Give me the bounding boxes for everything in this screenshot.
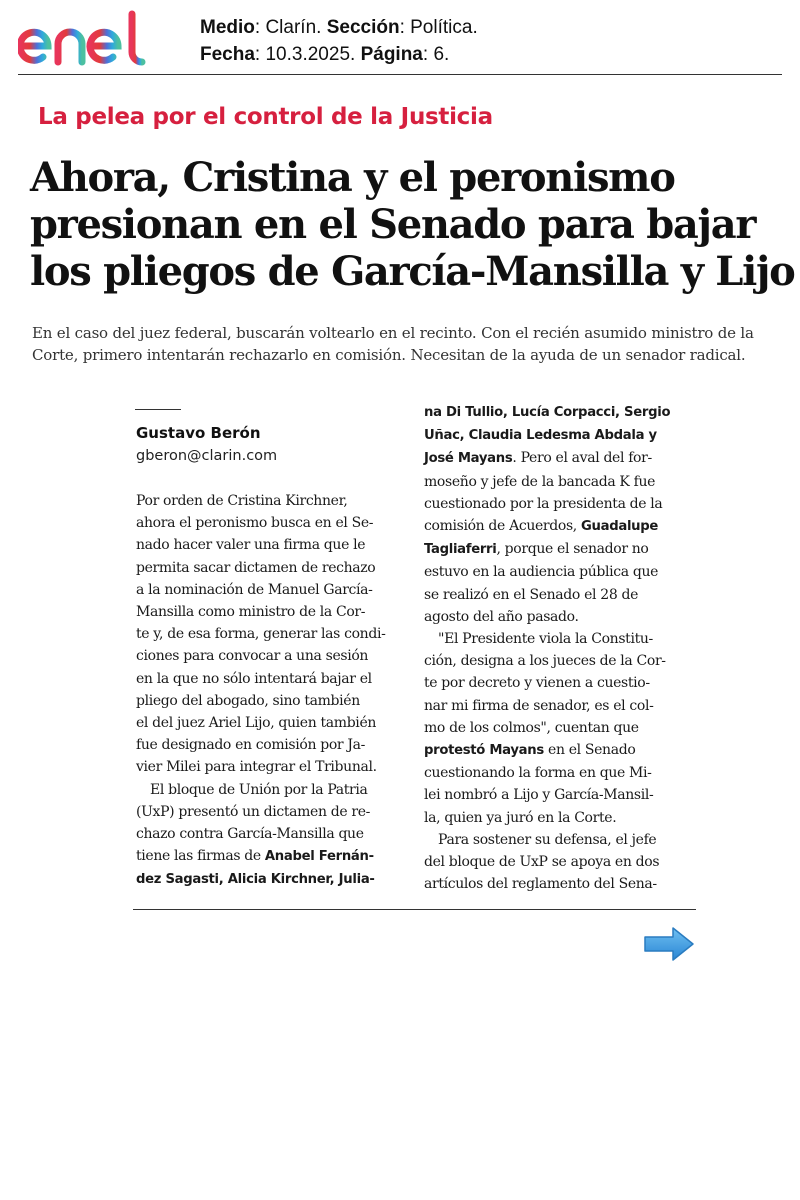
text-line <box>424 538 696 561</box>
author-email[interactable]: gberon@clarin.com <box>136 448 278 464</box>
text-line <box>424 424 696 447</box>
text-line: ciones para convocar a una sesión <box>136 648 369 665</box>
summary-line: Corte, primero intentarán rechazarlo en comisión. Necesitan de la ayuda de un senador radical. <box>32 346 746 364</box>
summary-line: En el caso del juez federal, buscarán voltearlo en el recinto. Con el recién asumido ministro de la <box>32 324 754 342</box>
text-line: la, quien ya juró en la Corte. <box>424 809 617 826</box>
text-line <box>136 868 404 891</box>
text-line: El bloque de Unión por la Patria <box>150 781 368 798</box>
senator-names: Anabel Fernán- <box>264 849 374 865</box>
author-name: Gustavo Berón <box>136 424 261 442</box>
text-line <box>424 515 696 538</box>
text-line: te por decreto y vienen a cuestio- <box>424 675 650 692</box>
person-name: Guadalupe <box>581 519 659 535</box>
fecha-value: : 10.3.2025. <box>254 44 361 65</box>
text-line: ahora el peronismo busca en el Se- <box>136 515 374 532</box>
text-line: agosto del año pasado. <box>424 608 579 625</box>
text-line <box>424 447 696 470</box>
text-line: a la nominación de Manuel García- <box>136 581 373 598</box>
headline-line: presionan en el Senado para bajar <box>30 201 756 248</box>
senator-names: Uñac, Claudia Ledesma Abdala y <box>424 428 657 444</box>
seccion-value: : Política. <box>399 17 478 38</box>
paragraph <box>424 628 696 829</box>
text-line: en la que no sólo intentará bajar el <box>136 670 372 687</box>
text-line: moseño y jefe de la bancada K fue <box>424 473 656 490</box>
text-line: fue designado en comisión por Ja- <box>136 737 366 754</box>
text-line: chazo contra García-Mansilla que <box>136 826 364 843</box>
paragraph <box>424 401 696 628</box>
text-line: artículos del reglamento del Sena- <box>424 876 657 893</box>
text-line: del bloque de UxP se apoya en dos <box>424 854 660 871</box>
senator-names: José Mayans <box>424 451 513 467</box>
headline-line: Ahora, Cristina y el peronismo <box>30 154 675 201</box>
text-line <box>136 845 404 868</box>
text-line: el del juez Ariel Lijo, quien también <box>136 715 377 732</box>
senator-names: dez Sagasti, Alicia Kirchner, Julia- <box>136 872 375 888</box>
text-line: nado hacer valer una firma que le <box>136 537 366 554</box>
text-line: ción, designa a los jueces de la Cor- <box>424 653 666 670</box>
text-line: (UxP) presentó un dictamen de re- <box>136 803 371 820</box>
text-run: tiene las firmas de <box>136 848 265 865</box>
medio-label: Medio <box>200 17 255 38</box>
text-line: permita sacar dictamen de rechazo <box>136 559 376 576</box>
meta-line-1 <box>200 14 478 41</box>
text-line: Mansilla como ministro de la Cor- <box>136 604 366 621</box>
pagina-label: Página <box>360 44 423 65</box>
text-line: vier Milei para integrar el Tribunal. <box>136 759 377 776</box>
text-line: te y, de esa forma, generar las condi- <box>136 626 386 643</box>
article-column-2 <box>424 401 696 895</box>
text-run: , porque el senador no <box>496 541 649 558</box>
text-run: comisión de Acuerdos, <box>424 518 581 535</box>
enel-logo <box>18 8 168 70</box>
text-line: Por orden de Cristina Kirchner, <box>136 493 348 509</box>
header-divider <box>18 74 782 75</box>
article-headline <box>30 154 795 295</box>
source-meta <box>200 14 478 68</box>
article-column-1 <box>136 490 404 892</box>
text-line: mo de los colmos", cuentan que <box>424 719 639 736</box>
text-line: pliego del abogado, sino también <box>136 692 360 709</box>
text-line <box>424 739 696 762</box>
senator-names: na Di Tullio, Lucía Corpacci, Sergio <box>424 405 671 420</box>
arrow-right-icon[interactable] <box>643 926 695 962</box>
paragraph <box>424 829 696 896</box>
paragraph <box>136 490 404 779</box>
text-line: estuvo en la audiencia pública que <box>424 564 659 581</box>
article-kicker: La pelea por el control de la Justicia <box>38 104 493 130</box>
page-header <box>0 0 800 80</box>
text-line: se realizó en el Senado el 28 de <box>424 586 639 603</box>
text-line: lei nombró a Lijo y García-Mansil- <box>424 787 654 804</box>
highlight-text: protestó Mayans <box>424 743 544 759</box>
paragraph <box>136 779 404 892</box>
text-line: cuestionado por la presidenta de la <box>424 495 663 512</box>
pagina-value: : 6. <box>422 44 450 65</box>
fecha-label: Fecha <box>200 44 255 65</box>
text-run: en el Senado <box>543 742 636 759</box>
headline-line: los pliegos de García-Mansilla y Lijo <box>30 248 795 295</box>
article-bottom-divider <box>133 909 696 910</box>
seccion-label: Sección <box>326 17 400 38</box>
text-run: . Pero el aval del for- <box>512 450 652 467</box>
medio-value: : Clarín. <box>254 17 327 38</box>
meta-line-2 <box>200 41 478 68</box>
article-summary <box>32 322 792 366</box>
text-line: nar mi firma de senador, es el col- <box>424 697 654 714</box>
text-line: Para sostener su defensa, el jefe <box>438 831 657 848</box>
text-line: "El Presidente viola la Constitu- <box>438 631 653 648</box>
text-line: cuestionando la forma en que Mi- <box>424 765 652 782</box>
person-name: Tagliaferri <box>424 542 497 558</box>
text-line <box>424 401 696 424</box>
byline-divider <box>135 409 181 410</box>
